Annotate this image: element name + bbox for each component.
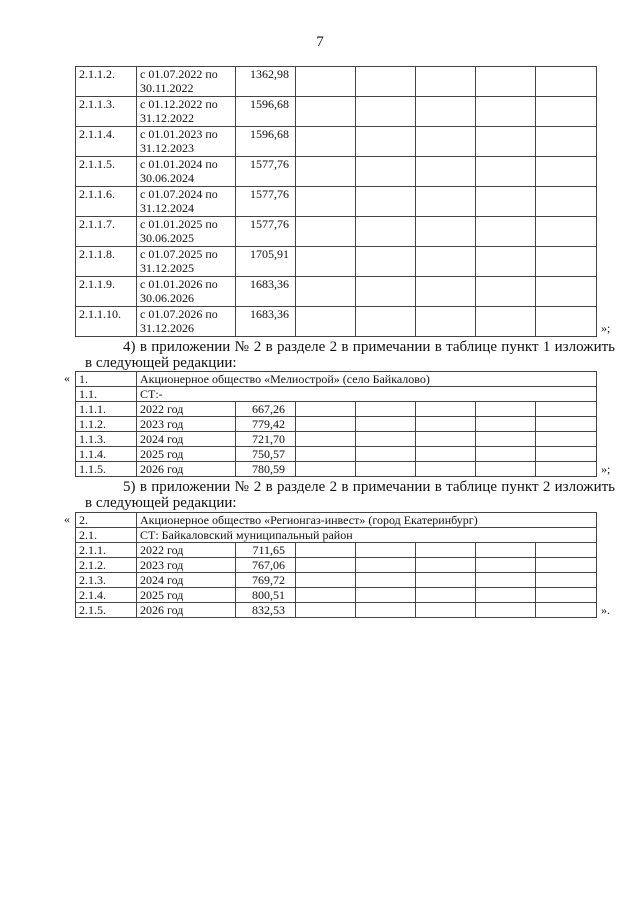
empty-cell (476, 217, 536, 247)
tariff-value: 780,59 (236, 462, 296, 477)
empty-cell (296, 417, 356, 432)
empty-cell (356, 432, 416, 447)
empty-cell (536, 543, 597, 558)
empty-cell (476, 247, 536, 277)
table2-closing-mark: »; (601, 462, 611, 476)
empty-cell (296, 543, 356, 558)
table-row (76, 402, 597, 417)
year-cell: 2023 год (137, 417, 236, 432)
empty-cell (296, 277, 356, 307)
meliostroy-table (75, 371, 597, 477)
empty-cell (416, 603, 476, 618)
row-number: 1.1.4. (76, 447, 137, 462)
table1-closing-mark: »; (601, 321, 611, 335)
tariff-value: 667,26 (236, 402, 296, 417)
empty-cell (416, 543, 476, 558)
tariff-value: 721,70 (236, 432, 296, 447)
period-start: с 01.01.2025 по (140, 217, 218, 231)
table2-subheader-text: СТ:- (137, 387, 597, 402)
row-number: 1.1.1. (76, 402, 137, 417)
row-number: 2.1.3. (76, 573, 137, 588)
table-row (76, 558, 597, 573)
paragraph-5-line2: в следующей редакции: (85, 495, 237, 511)
table-row (76, 277, 597, 307)
empty-cell (356, 402, 416, 417)
empty-cell (416, 307, 476, 337)
empty-cell (476, 543, 536, 558)
empty-cell (476, 277, 536, 307)
tariff-value: 711,65 (236, 543, 296, 558)
regiongaz-table (75, 512, 597, 618)
table-row (76, 67, 597, 97)
row-number: 2.1.1.9. (76, 277, 137, 307)
empty-cell (356, 447, 416, 462)
empty-cell (296, 432, 356, 447)
empty-cell (416, 97, 476, 127)
period-start: с 01.07.2022 по (140, 67, 218, 81)
empty-cell (476, 97, 536, 127)
empty-cell (416, 417, 476, 432)
tariff-value: 1683,36 (236, 307, 296, 337)
empty-cell (296, 217, 356, 247)
empty-cell (476, 417, 536, 432)
empty-cell (296, 603, 356, 618)
empty-cell (356, 543, 416, 558)
empty-cell (356, 97, 416, 127)
paragraph-5-line1: 5) в приложении № 2 в разделе 2 в примечании в таблице пункт 2 изложить (123, 479, 615, 495)
table3-subheader-num: 2.1. (76, 528, 137, 543)
empty-cell (356, 462, 416, 477)
year-cell: 2026 год (137, 603, 236, 618)
empty-cell (416, 573, 476, 588)
period-end: 30.11.2022 (140, 81, 194, 95)
tariff-value: 1577,76 (236, 187, 296, 217)
period-cell (137, 157, 236, 187)
empty-cell (536, 402, 597, 417)
empty-cell (356, 417, 416, 432)
empty-cell (356, 247, 416, 277)
table2-header-num: 1. (76, 372, 137, 387)
empty-cell (416, 447, 476, 462)
tariff-table-continued (75, 66, 597, 337)
empty-cell (356, 603, 416, 618)
empty-cell (356, 573, 416, 588)
row-number: 2.1.1.8. (76, 247, 137, 277)
empty-cell (296, 462, 356, 477)
empty-cell (536, 588, 597, 603)
empty-cell (296, 573, 356, 588)
period-end: 31.12.2024 (140, 201, 194, 215)
empty-cell (536, 187, 597, 217)
table-row (76, 603, 597, 618)
empty-cell (476, 127, 536, 157)
empty-cell (476, 447, 536, 462)
period-end: 30.06.2025 (140, 231, 194, 245)
empty-cell (296, 588, 356, 603)
table3-header-text: Акционерное общество «Регионгаз-инвест» (город Екатеринбург) (137, 513, 597, 528)
empty-cell (416, 127, 476, 157)
table2-subheader-num: 1.1. (76, 387, 137, 402)
year-cell: 2022 год (137, 543, 236, 558)
row-number: 2.1.1.2. (76, 67, 137, 97)
table-row (76, 573, 597, 588)
tariff-value: 750,57 (236, 447, 296, 462)
table-row (76, 157, 597, 187)
empty-cell (356, 277, 416, 307)
table3-header-num: 2. (76, 513, 137, 528)
empty-cell (296, 447, 356, 462)
period-start: с 01.07.2026 по (140, 307, 218, 321)
period-start: с 01.07.2025 по (140, 247, 218, 261)
period-cell (137, 277, 236, 307)
empty-cell (296, 67, 356, 97)
table2-header-row (76, 372, 597, 387)
empty-cell (356, 127, 416, 157)
empty-cell (536, 603, 597, 618)
period-end: 30.06.2024 (140, 171, 194, 185)
row-number: 2.1.5. (76, 603, 137, 618)
empty-cell (476, 558, 536, 573)
empty-cell (416, 558, 476, 573)
period-start: с 01.12.2022 по (140, 97, 218, 111)
period-start: с 01.01.2023 по (140, 127, 218, 141)
empty-cell (296, 97, 356, 127)
period-cell (137, 307, 236, 337)
table-row (76, 187, 597, 217)
empty-cell (476, 402, 536, 417)
row-number: 2.1.1.6. (76, 187, 137, 217)
year-cell: 2026 год (137, 462, 236, 477)
table-row (76, 462, 597, 477)
empty-cell (476, 603, 536, 618)
row-number: 1.1.5. (76, 462, 137, 477)
period-start: с 01.07.2024 по (140, 187, 218, 201)
empty-cell (476, 157, 536, 187)
table2-header-text: Акционерное общество «Мелиострой» (село Байкалово) (137, 372, 597, 387)
tariff-value: 779,42 (236, 417, 296, 432)
period-cell (137, 97, 236, 127)
empty-cell (536, 157, 597, 187)
empty-cell (416, 187, 476, 217)
empty-cell (296, 127, 356, 157)
row-number: 2.1.1.10. (76, 307, 137, 337)
empty-cell (536, 127, 597, 157)
tariff-value: 1596,68 (236, 97, 296, 127)
empty-cell (536, 462, 597, 477)
empty-cell (476, 573, 536, 588)
year-cell: 2023 год (137, 558, 236, 573)
tariff-value: 1705,91 (236, 247, 296, 277)
table3-closing-mark: ». (601, 603, 610, 617)
empty-cell (356, 67, 416, 97)
row-number: 2.1.1.4. (76, 127, 137, 157)
period-start: с 01.01.2026 по (140, 277, 218, 291)
empty-cell (416, 217, 476, 247)
page-number: 7 (316, 34, 324, 50)
table-row (76, 217, 597, 247)
period-cell (137, 187, 236, 217)
row-number: 1.1.2. (76, 417, 137, 432)
empty-cell (476, 432, 536, 447)
empty-cell (416, 588, 476, 603)
empty-cell (356, 187, 416, 217)
paragraph-4-line1: 4) в приложении № 2 в разделе 2 в примечании в таблице пункт 1 изложить (123, 339, 615, 355)
empty-cell (536, 558, 597, 573)
table-row (76, 307, 597, 337)
empty-cell (296, 402, 356, 417)
row-number: 2.1.1.7. (76, 217, 137, 247)
tariff-value: 769,72 (236, 573, 296, 588)
table-row (76, 588, 597, 603)
empty-cell (536, 447, 597, 462)
row-number: 2.1.4. (76, 588, 137, 603)
period-cell (137, 217, 236, 247)
tariff-value: 1362,98 (236, 67, 296, 97)
year-cell: 2022 год (137, 402, 236, 417)
empty-cell (536, 277, 597, 307)
row-number: 1.1.3. (76, 432, 137, 447)
empty-cell (296, 307, 356, 337)
empty-cell (476, 307, 536, 337)
empty-cell (416, 432, 476, 447)
empty-cell (356, 558, 416, 573)
table2-subheader-row (76, 387, 597, 402)
period-end: 31.12.2026 (140, 321, 194, 335)
empty-cell (536, 247, 597, 277)
empty-cell (416, 247, 476, 277)
year-cell: 2024 год (137, 573, 236, 588)
period-end: 31.12.2022 (140, 111, 194, 125)
year-cell: 2025 год (137, 447, 236, 462)
period-end: 30.06.2026 (140, 291, 194, 305)
empty-cell (356, 588, 416, 603)
empty-cell (476, 187, 536, 217)
tariff-value: 800,51 (236, 588, 296, 603)
row-number: 2.1.1. (76, 543, 137, 558)
empty-cell (356, 307, 416, 337)
empty-cell (536, 307, 597, 337)
empty-cell (356, 217, 416, 247)
table3-open-mark: « (64, 512, 70, 526)
year-cell: 2024 год (137, 432, 236, 447)
paragraph-4 (85, 339, 615, 371)
tariff-value: 1596,68 (236, 127, 296, 157)
paragraph-5 (85, 479, 615, 511)
table3-header-row (76, 513, 597, 528)
empty-cell (536, 573, 597, 588)
empty-cell (356, 157, 416, 187)
empty-cell (296, 558, 356, 573)
paragraph-4-line2: в следующей редакции: (85, 355, 237, 371)
empty-cell (536, 417, 597, 432)
empty-cell (296, 157, 356, 187)
table-row (76, 127, 597, 157)
period-start: с 01.01.2024 по (140, 157, 218, 171)
period-cell (137, 67, 236, 97)
row-number: 2.1.1.5. (76, 157, 137, 187)
row-number: 2.1.1.3. (76, 97, 137, 127)
empty-cell (416, 402, 476, 417)
table-row (76, 447, 597, 462)
year-cell: 2025 год (137, 588, 236, 603)
empty-cell (296, 247, 356, 277)
empty-cell (476, 462, 536, 477)
table3-subheader-row (76, 528, 597, 543)
empty-cell (536, 97, 597, 127)
period-end: 31.12.2023 (140, 141, 194, 155)
empty-cell (416, 157, 476, 187)
table-row (76, 247, 597, 277)
table-row (76, 543, 597, 558)
empty-cell (536, 432, 597, 447)
tariff-value: 1577,76 (236, 217, 296, 247)
table-row (76, 417, 597, 432)
table-row (76, 432, 597, 447)
empty-cell (416, 462, 476, 477)
period-cell (137, 247, 236, 277)
empty-cell (536, 217, 597, 247)
tariff-value: 767,06 (236, 558, 296, 573)
empty-cell (536, 67, 597, 97)
table3-subheader-text: СТ: Байкаловский муниципальный район (137, 528, 597, 543)
empty-cell (416, 277, 476, 307)
empty-cell (296, 187, 356, 217)
empty-cell (416, 67, 476, 97)
empty-cell (476, 67, 536, 97)
tariff-value: 1577,76 (236, 157, 296, 187)
table2-open-mark: « (64, 371, 70, 385)
tariff-value: 1683,36 (236, 277, 296, 307)
period-end: 31.12.2025 (140, 261, 194, 275)
table-row (76, 97, 597, 127)
tariff-value: 832,53 (236, 603, 296, 618)
period-cell (137, 127, 236, 157)
empty-cell (476, 588, 536, 603)
row-number: 2.1.2. (76, 558, 137, 573)
